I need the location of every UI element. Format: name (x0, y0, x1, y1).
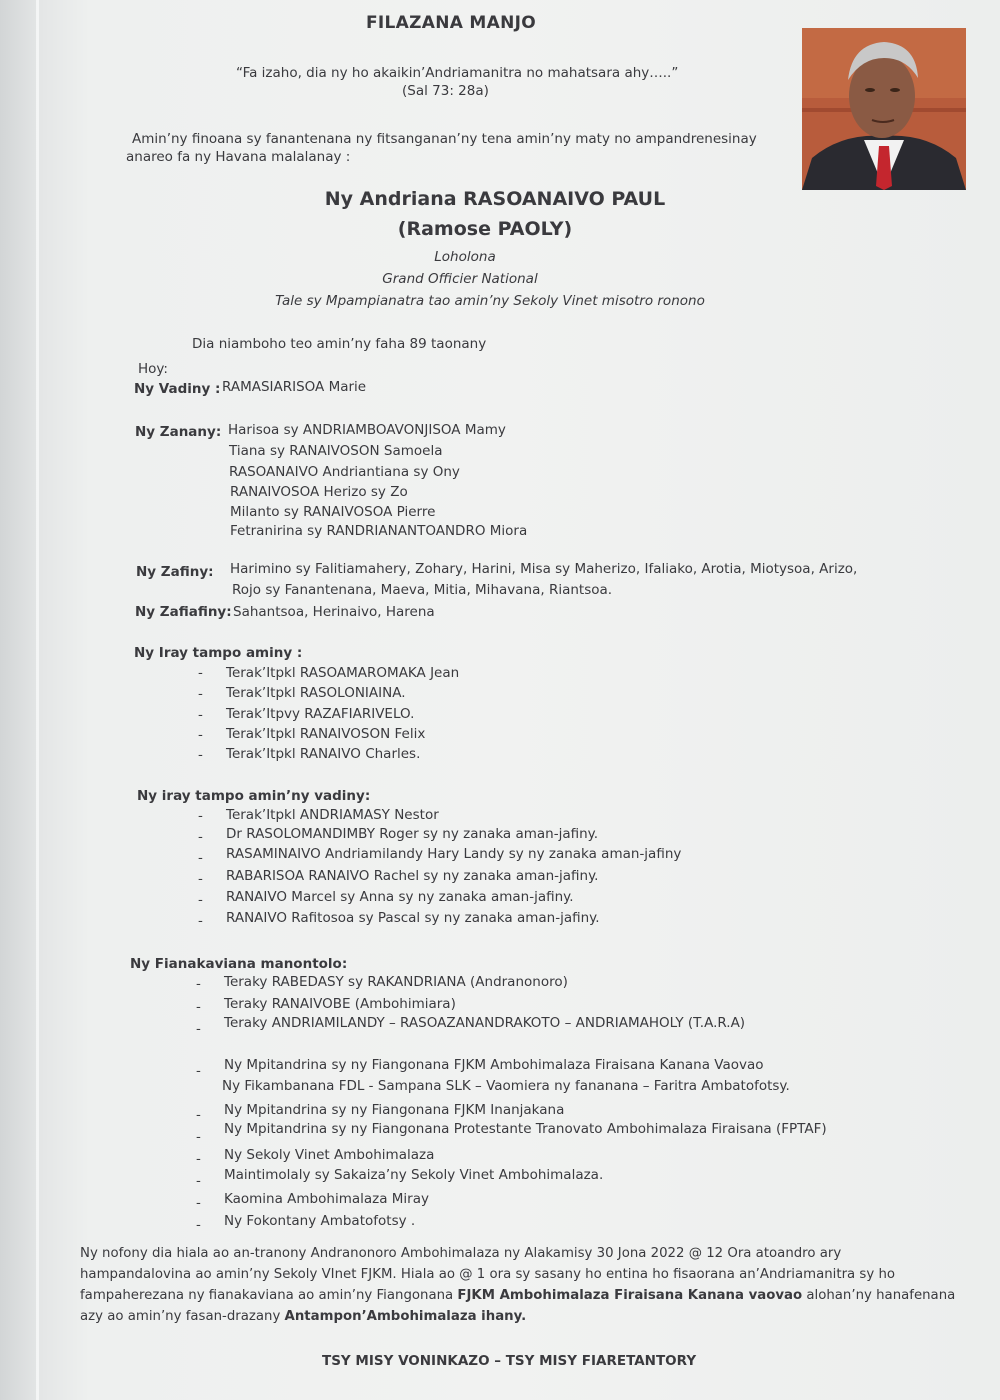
spouse-sibling-6: RANAIVO Rafitosoa sy Pascal sy ny zanaka aman-jafiny. (226, 910, 600, 926)
list-bullet: - (196, 1217, 201, 1233)
organization-5: Maintimolaly sy Sakaiza’ny Sekoly Vinet Ambohimalaza. (224, 1167, 604, 1183)
announcement-line-2: hampandalovina ao amin’ny Sekoly VInet FJKM. Hiala ao @ 1 ora sy sasany ho entina ho fisaorana an’Andriamanitra sy ho (80, 1267, 896, 1282)
sibling-2: Terak’Itpkl RASOLONIAINA. (226, 685, 406, 701)
spouse-sibling-3: RASAMINAIVO Andriamilandy Hary Landy sy ny zanaka aman-jafiny (226, 846, 682, 862)
list-bullet: - (196, 1195, 201, 1211)
deceased-title-1: Loholona (434, 249, 496, 265)
list-bullet: - (196, 1173, 201, 1189)
organization-2: Ny Mpitandrina sy ny Fiangonana FJKM Inanjakana (224, 1102, 565, 1118)
list-bullet: - (198, 686, 203, 702)
list-bullet: - (198, 913, 203, 929)
child-1: Harisoa sy ANDRIAMBOAVONJISOA Mamy (228, 422, 506, 438)
siblings-label: Ny Iray tampo aminy : (134, 645, 303, 661)
announcement-text: fampaherezana ny fianakaviana ao amin’ny Fiangonana (80, 1288, 458, 1303)
organization-1: Ny Mpitandrina sy ny Fiangonana FJKM Ambohimalaza Firaisana Kanana Vaovao (224, 1057, 764, 1073)
list-bullet: - (198, 665, 203, 681)
announcement-text: azy ao amin’ny fasan-drazany (80, 1309, 285, 1324)
great-grandchildren-label: Ny Zafiafiny: (135, 604, 232, 620)
hoy-label: Hoy: (138, 361, 168, 377)
child-4: RANAIVOSOA Herizo sy Zo (230, 484, 408, 500)
deceased-title-2: Grand Officier National (382, 271, 538, 287)
paper-crease (36, 0, 39, 1400)
bible-reference: (Sal 73: 28a) (402, 83, 489, 99)
sibling-5: Terak’Itpkl RANAIVO Charles. (226, 746, 421, 762)
list-bullet: - (198, 727, 203, 743)
list-bullet: - (196, 999, 201, 1015)
organization-7: Ny Fokontany Ambatofotsy . (224, 1213, 416, 1229)
grandchildren-line-1: Harimino sy Falitiamahery, Zohary, Harini, Misa sy Maherizo, Ifaliako, Arotia, Miotysoa, Arizo, (230, 561, 858, 577)
list-bullet: - (196, 1063, 201, 1079)
spouse-siblings-label: Ny iray tampo amin’ny vadiny: (137, 788, 371, 804)
organization-1-line-2: Ny Fikambanana FDL - Sampana SLK – Vaomiera ny fananana – Faritra Ambatofotsy. (222, 1078, 790, 1094)
list-bullet: - (198, 829, 203, 845)
page-title: FILAZANA MANJO (366, 13, 536, 33)
children-label: Ny Zanany: (135, 424, 222, 440)
spouse-sibling-4: RABARISOA RANAIVO Rachel sy ny zanaka aman-jafiny. (226, 868, 599, 884)
family-3: Teraky ANDRIAMILANDY – RASOAZANANDRAKOTO – ANDRIAMAHOLY (T.A.R.A) (224, 1015, 746, 1031)
spouse-name: RAMASIARISOA Marie (222, 379, 367, 395)
spouse-sibling-5: RANAIVO Marcel sy Anna sy ny zanaka aman-jafiny. (226, 889, 574, 905)
list-bullet: - (198, 892, 203, 908)
age-line: Dia niamboho teo amin’ny faha 89 taonany (192, 336, 487, 352)
grandchildren-line-2: Rojo sy Fanantenana, Maeva, Mitia, Mihavana, Riantsoa. (232, 582, 613, 598)
organization-3: Ny Mpitandrina sy ny Fiangonana Protestante Tranovato Ambohimalaza Firaisana (FPTAF) (224, 1121, 827, 1137)
deceased-alias: (Ramose PAOLY) (397, 218, 573, 240)
list-bullet: - (196, 1129, 201, 1145)
family-1: Teraky RABEDASY sy RAKANDRIANA (Andranonoro) (224, 974, 568, 990)
list-bullet: - (196, 1107, 201, 1123)
list-bullet: - (198, 747, 203, 763)
deceased-photo (802, 28, 966, 190)
announcement-line-3 (80, 1287, 955, 1305)
sibling-4: Terak’Itpkl RANAIVOSON Felix (226, 726, 426, 742)
list-bullet: - (198, 871, 203, 887)
intro-line-1: Amin’ny finoana sy fanantenana ny fitsanganan’ny tena amin’ny maty no ampandrenesinay (132, 131, 757, 147)
list-bullet: - (198, 808, 203, 824)
announcement-line-1: Ny nofony dia hiala ao an-tranony Andranonoro Ambohimalaza ny Alakamisy 30 Jona 2022 @ 12 Ora atoandro ary (80, 1246, 842, 1261)
organization-6: Kaomina Ambohimalaza Miray (224, 1191, 429, 1207)
families-label: Ny Fianakaviana manontolo: (130, 956, 348, 972)
child-5: Milanto sy RANAIVOSOA Pierre (230, 504, 436, 520)
announcement-burial-place: Antampon’Ambohimalaza ihany. (284, 1309, 527, 1324)
spouse-label: Ny Vadiny : (134, 381, 221, 397)
deceased-title-3: Tale sy Mpampianatra tao amin’ny Sekoly Vinet misotro ronono (275, 293, 705, 309)
list-bullet: - (196, 976, 201, 992)
child-6: Fetranirina sy RANDRIANANTOANDRO Miora (230, 523, 528, 539)
list-bullet: - (198, 707, 203, 723)
deceased-name: Ny Andriana RASOANAIVO PAUL (324, 188, 666, 210)
list-bullet: - (196, 1021, 201, 1037)
list-bullet: - (196, 1151, 201, 1167)
great-grandchildren-names: Sahantsoa, Herinaivo, Harena (233, 604, 435, 620)
sibling-1: Terak’Itpkl RASOAMAROMAKA Jean (226, 665, 460, 681)
organization-4: Ny Sekoly Vinet Ambohimalaza (224, 1147, 435, 1163)
spouse-sibling-2: Dr RASOLOMANDIMBY Roger sy ny zanaka aman-jafiny. (226, 826, 599, 842)
announcement-church: FJKM Ambohimalaza Firaisana Kanana vaovao (457, 1288, 803, 1303)
grandchildren-label: Ny Zafiny: (136, 564, 214, 580)
footer-note: TSY MISY VONINKAZO – TSY MISY FIARETANTORY (322, 1353, 697, 1369)
announcement-text: alohan’ny hanafenana (802, 1288, 956, 1303)
bible-quote: “Fa izaho, dia ny ho akaikin’Andriamanitra no mahatsara ahy…..” (236, 65, 679, 81)
spouse-sibling-1: Terak’Itpkl ANDRIAMASY Nestor (226, 807, 439, 823)
intro-line-2: anareo fa ny Havana malalanay : (126, 149, 351, 165)
sibling-3: Terak’Itpvy RAZAFIARIVELO. (226, 706, 415, 722)
child-2: Tiana sy RANAIVOSON Samoela (229, 443, 443, 459)
list-bullet: - (198, 850, 203, 866)
child-3: RASOANAIVO Andriantiana sy Ony (229, 464, 460, 480)
family-2: Teraky RANAIVOBE (Ambohimiara) (224, 996, 456, 1012)
announcement-line-4 (80, 1308, 526, 1326)
